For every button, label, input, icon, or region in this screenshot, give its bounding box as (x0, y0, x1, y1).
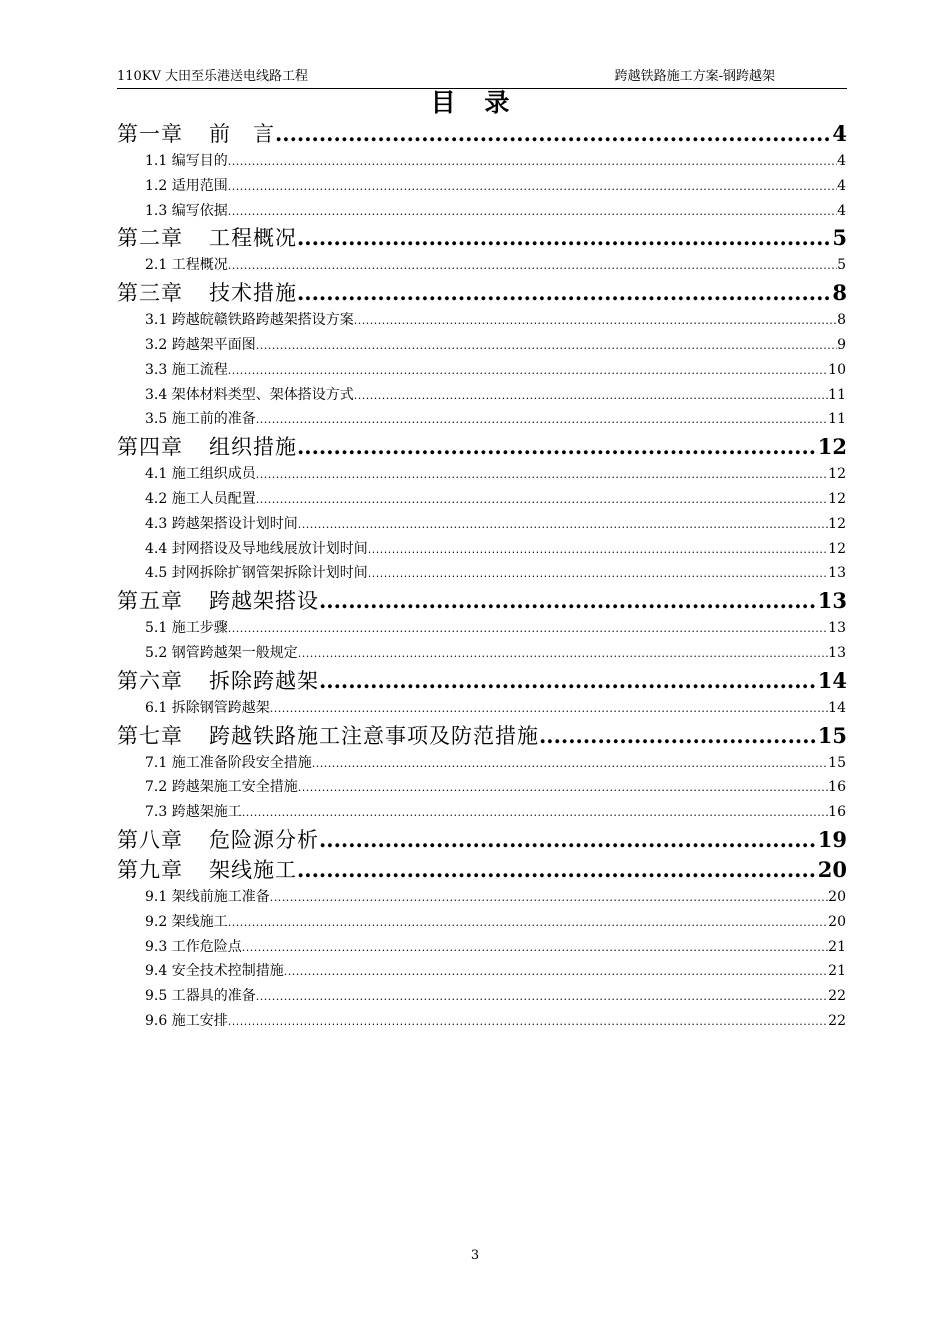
dot-leader (368, 562, 828, 586)
toc-chapter-entry[interactable] (117, 278, 847, 308)
dot-leader (228, 359, 828, 383)
dot-leader (256, 488, 828, 512)
toc-page-number: 16 (828, 804, 846, 821)
toc-section-entry[interactable] (117, 333, 846, 358)
toc-section-label: 4.1 施工组织成员 (145, 466, 256, 483)
toc-page-number: 21 (828, 938, 846, 955)
toc-section-label: 5.2 钢管跨越架一般规定 (145, 644, 298, 661)
dot-leader (228, 200, 837, 224)
toc-section-label: 9.5 工器具的准备 (145, 988, 256, 1005)
toc-chapter-entry[interactable] (117, 223, 847, 253)
toc-page-number: 22 (828, 1012, 846, 1029)
dot-leader (312, 752, 828, 776)
toc-page-number: 8 (832, 280, 847, 306)
chapter-number: 第七章 (117, 723, 183, 748)
toc-chapter-entry[interactable] (117, 586, 847, 616)
toc-page-number: 16 (828, 779, 846, 796)
toc-section-label: 4.3 跨越架搭设计划时间 (145, 515, 298, 532)
dot-leader (354, 384, 828, 408)
toc-section-entry[interactable] (117, 910, 846, 935)
toc-section-entry[interactable] (117, 984, 846, 1009)
toc-page-number: 5 (837, 257, 846, 274)
toc-section-label: 7.3 跨越架施工 (145, 804, 242, 821)
chapter-number: 第一章 (117, 122, 183, 146)
toc-page-number: 8 (837, 312, 846, 329)
toc-page-number: 13 (828, 620, 846, 637)
toc-section-entry[interactable] (117, 358, 846, 383)
dot-leader (298, 776, 828, 800)
chapter-title: 组织措施 (209, 435, 297, 460)
toc-section-label: 4.2 施工人员配置 (145, 490, 256, 507)
toc-page-number: 12 (828, 490, 846, 507)
chapter-title: 跨越架搭设 (209, 589, 319, 614)
dot-leader (270, 886, 828, 910)
dot-leader (242, 936, 828, 960)
toc-page-number: 21 (828, 963, 846, 980)
toc-section-entry[interactable] (117, 616, 846, 641)
toc-section-entry[interactable] (117, 537, 846, 562)
toc-page-number: 15 (828, 754, 846, 771)
toc-page-number: 20 (817, 856, 847, 882)
toc-chapter-label (117, 586, 319, 616)
toc-chapter-entry[interactable] (117, 119, 847, 149)
toc-chapter-label (117, 223, 297, 253)
toc-chapter-entry[interactable] (117, 432, 847, 462)
toc-page-number: 10 (828, 361, 846, 378)
toc-page-number: 13 (817, 588, 847, 614)
toc-section-entry[interactable] (117, 1009, 846, 1034)
toc-section-entry[interactable] (117, 174, 846, 199)
chapter-title: 工程概况 (209, 226, 297, 251)
toc-page-number: 9 (837, 336, 846, 353)
dot-leader (256, 334, 837, 358)
toc-section-label: 3.1 跨越皖赣铁路跨越架搭设方案 (145, 312, 354, 329)
toc-section-label: 7.1 施工准备阶段安全措施 (145, 754, 312, 771)
toc-chapter-entry[interactable] (117, 855, 847, 885)
dot-leader (228, 175, 837, 199)
dot-leader (298, 513, 828, 537)
toc-page-number: 12 (817, 434, 847, 460)
dot-leader (256, 985, 828, 1009)
toc-page-number: 12 (828, 515, 846, 532)
toc-page-number: 4 (837, 177, 846, 194)
toc-page-number: 12 (828, 466, 846, 483)
toc-section-label: 7.2 跨越架施工安全措施 (145, 779, 298, 796)
toc-section-entry[interactable] (117, 775, 846, 800)
toc-chapter-label (117, 666, 319, 696)
toc-section-entry[interactable] (117, 512, 846, 537)
chapter-title: 技术措施 (209, 281, 297, 306)
toc-section-label: 5.1 施工步骤 (145, 620, 228, 637)
toc-section-label: 9.2 架线施工 (145, 913, 228, 930)
dot-leader (539, 721, 818, 751)
dot-leader (297, 855, 818, 885)
toc-page-number: 15 (817, 722, 847, 748)
toc-page-number: 20 (828, 888, 846, 905)
toc-section-entry[interactable] (117, 561, 846, 586)
page-number: 3 (470, 1248, 480, 1263)
chapter-title: 跨越铁路施工注意事项及防范措施 (209, 723, 539, 748)
toc-section-label: 1.1 编写目的 (145, 153, 228, 169)
dot-leader (228, 254, 837, 278)
toc-section-entry[interactable] (117, 462, 846, 487)
dot-leader (228, 617, 828, 641)
toc-section-label: 3.3 施工流程 (145, 361, 228, 378)
chapter-number: 第六章 (117, 668, 183, 693)
chapter-number: 第九章 (117, 857, 183, 882)
dot-leader (319, 586, 818, 616)
toc-page-number: 4 (837, 153, 846, 169)
dot-leader (256, 463, 828, 487)
dot-leader (354, 309, 837, 333)
dot-leader (368, 538, 828, 562)
toc-section-label: 1.3 编写依据 (145, 202, 228, 219)
toc-page-number: 11 (828, 411, 846, 428)
chapter-number: 第三章 (117, 281, 183, 306)
toc-section-entry[interactable] (117, 253, 846, 278)
header-project-name: 110KV 大田至乐港送电线路工程 (117, 69, 309, 84)
dot-leader (297, 223, 832, 253)
toc-section-entry[interactable] (117, 751, 846, 776)
toc-chapter-label (117, 721, 539, 751)
chapter-title: 架线施工 (209, 857, 297, 882)
dot-leader (270, 697, 828, 721)
toc-section-label: 4.5 封网拆除扩钢管架拆除计划时间 (145, 565, 368, 582)
dot-leader (284, 960, 828, 984)
toc-chapter-entry[interactable] (117, 666, 847, 696)
chapter-number: 第五章 (117, 589, 183, 614)
toc-section-entry[interactable] (117, 885, 846, 910)
toc-chapter-label (117, 855, 297, 885)
dot-leader (297, 278, 832, 308)
dot-leader (298, 642, 828, 666)
toc-chapter-label (117, 825, 319, 855)
toc-section-entry[interactable] (117, 641, 846, 666)
chapter-number: 第四章 (117, 435, 183, 460)
dot-leader (256, 408, 828, 432)
toc-section-entry[interactable] (117, 487, 846, 512)
toc-section-entry[interactable] (117, 407, 846, 432)
toc-page-number: 22 (828, 988, 846, 1005)
toc-page-number: 19 (817, 826, 847, 852)
toc-page-number: 4 (837, 202, 846, 219)
toc-section-label: 3.5 施工前的准备 (145, 411, 256, 428)
toc-page-number: 5 (832, 225, 847, 251)
dot-leader (228, 911, 828, 935)
toc-chapter-entry[interactable] (117, 825, 847, 855)
toc-page-number: 4 (832, 121, 847, 146)
toc-page-number: 13 (828, 565, 846, 582)
toc-page-number: 20 (828, 913, 846, 930)
toc-section-label: 4.4 封网搭设及导地线展放计划时间 (145, 540, 368, 557)
toc-section-entry[interactable] (117, 696, 846, 721)
dot-leader (275, 119, 832, 149)
chapter-title: 拆除跨越架 (209, 668, 319, 693)
toc-title: 目 录 (430, 88, 520, 117)
dot-leader (319, 825, 818, 855)
toc-chapter-label (117, 119, 275, 149)
toc-section-entry[interactable] (117, 383, 846, 408)
toc-section-label: 9.1 架线前施工准备 (145, 888, 270, 905)
table-of-contents (117, 119, 847, 1034)
toc-section-entry[interactable] (117, 935, 846, 960)
toc-chapter-entry[interactable] (117, 721, 847, 751)
dot-leader (228, 1010, 828, 1034)
toc-chapter-label (117, 278, 297, 308)
chapter-number: 第二章 (117, 226, 183, 251)
toc-page-number: 13 (828, 644, 846, 661)
dot-leader (297, 432, 818, 462)
chapter-title: 前 言 (209, 122, 275, 146)
dot-leader (242, 801, 828, 825)
toc-section-entry[interactable] (117, 199, 846, 224)
toc-section-label: 9.6 施工安排 (145, 1012, 228, 1029)
toc-section-label: 3.4 架体材料类型、架体搭设方式 (145, 386, 354, 403)
toc-page-number: 14 (817, 667, 847, 693)
toc-section-label: 9.4 安全技术控制措施 (145, 963, 284, 980)
toc-page-number: 14 (828, 699, 846, 716)
toc-page-number: 11 (828, 386, 846, 403)
toc-section-entry[interactable] (117, 959, 846, 984)
toc-section-entry[interactable] (117, 308, 846, 333)
toc-section-label: 9.3 工作危险点 (145, 938, 242, 955)
chapter-number: 第八章 (117, 827, 183, 852)
toc-section-label: 3.2 跨越架平面图 (145, 336, 256, 353)
toc-section-entry[interactable] (117, 149, 846, 174)
toc-page-number: 12 (828, 540, 846, 557)
toc-section-label: 2.1 工程概况 (145, 257, 228, 274)
dot-leader (228, 150, 837, 174)
toc-section-entry[interactable] (117, 800, 846, 825)
dot-leader (319, 666, 818, 696)
chapter-title: 危险源分析 (209, 827, 319, 852)
header-document-title: 跨越铁路施工方案-钢跨越架 (614, 69, 775, 84)
toc-chapter-label (117, 432, 297, 462)
toc-section-label: 1.2 适用范围 (145, 177, 228, 194)
toc-section-label: 6.1 拆除钢管跨越架 (145, 699, 270, 716)
